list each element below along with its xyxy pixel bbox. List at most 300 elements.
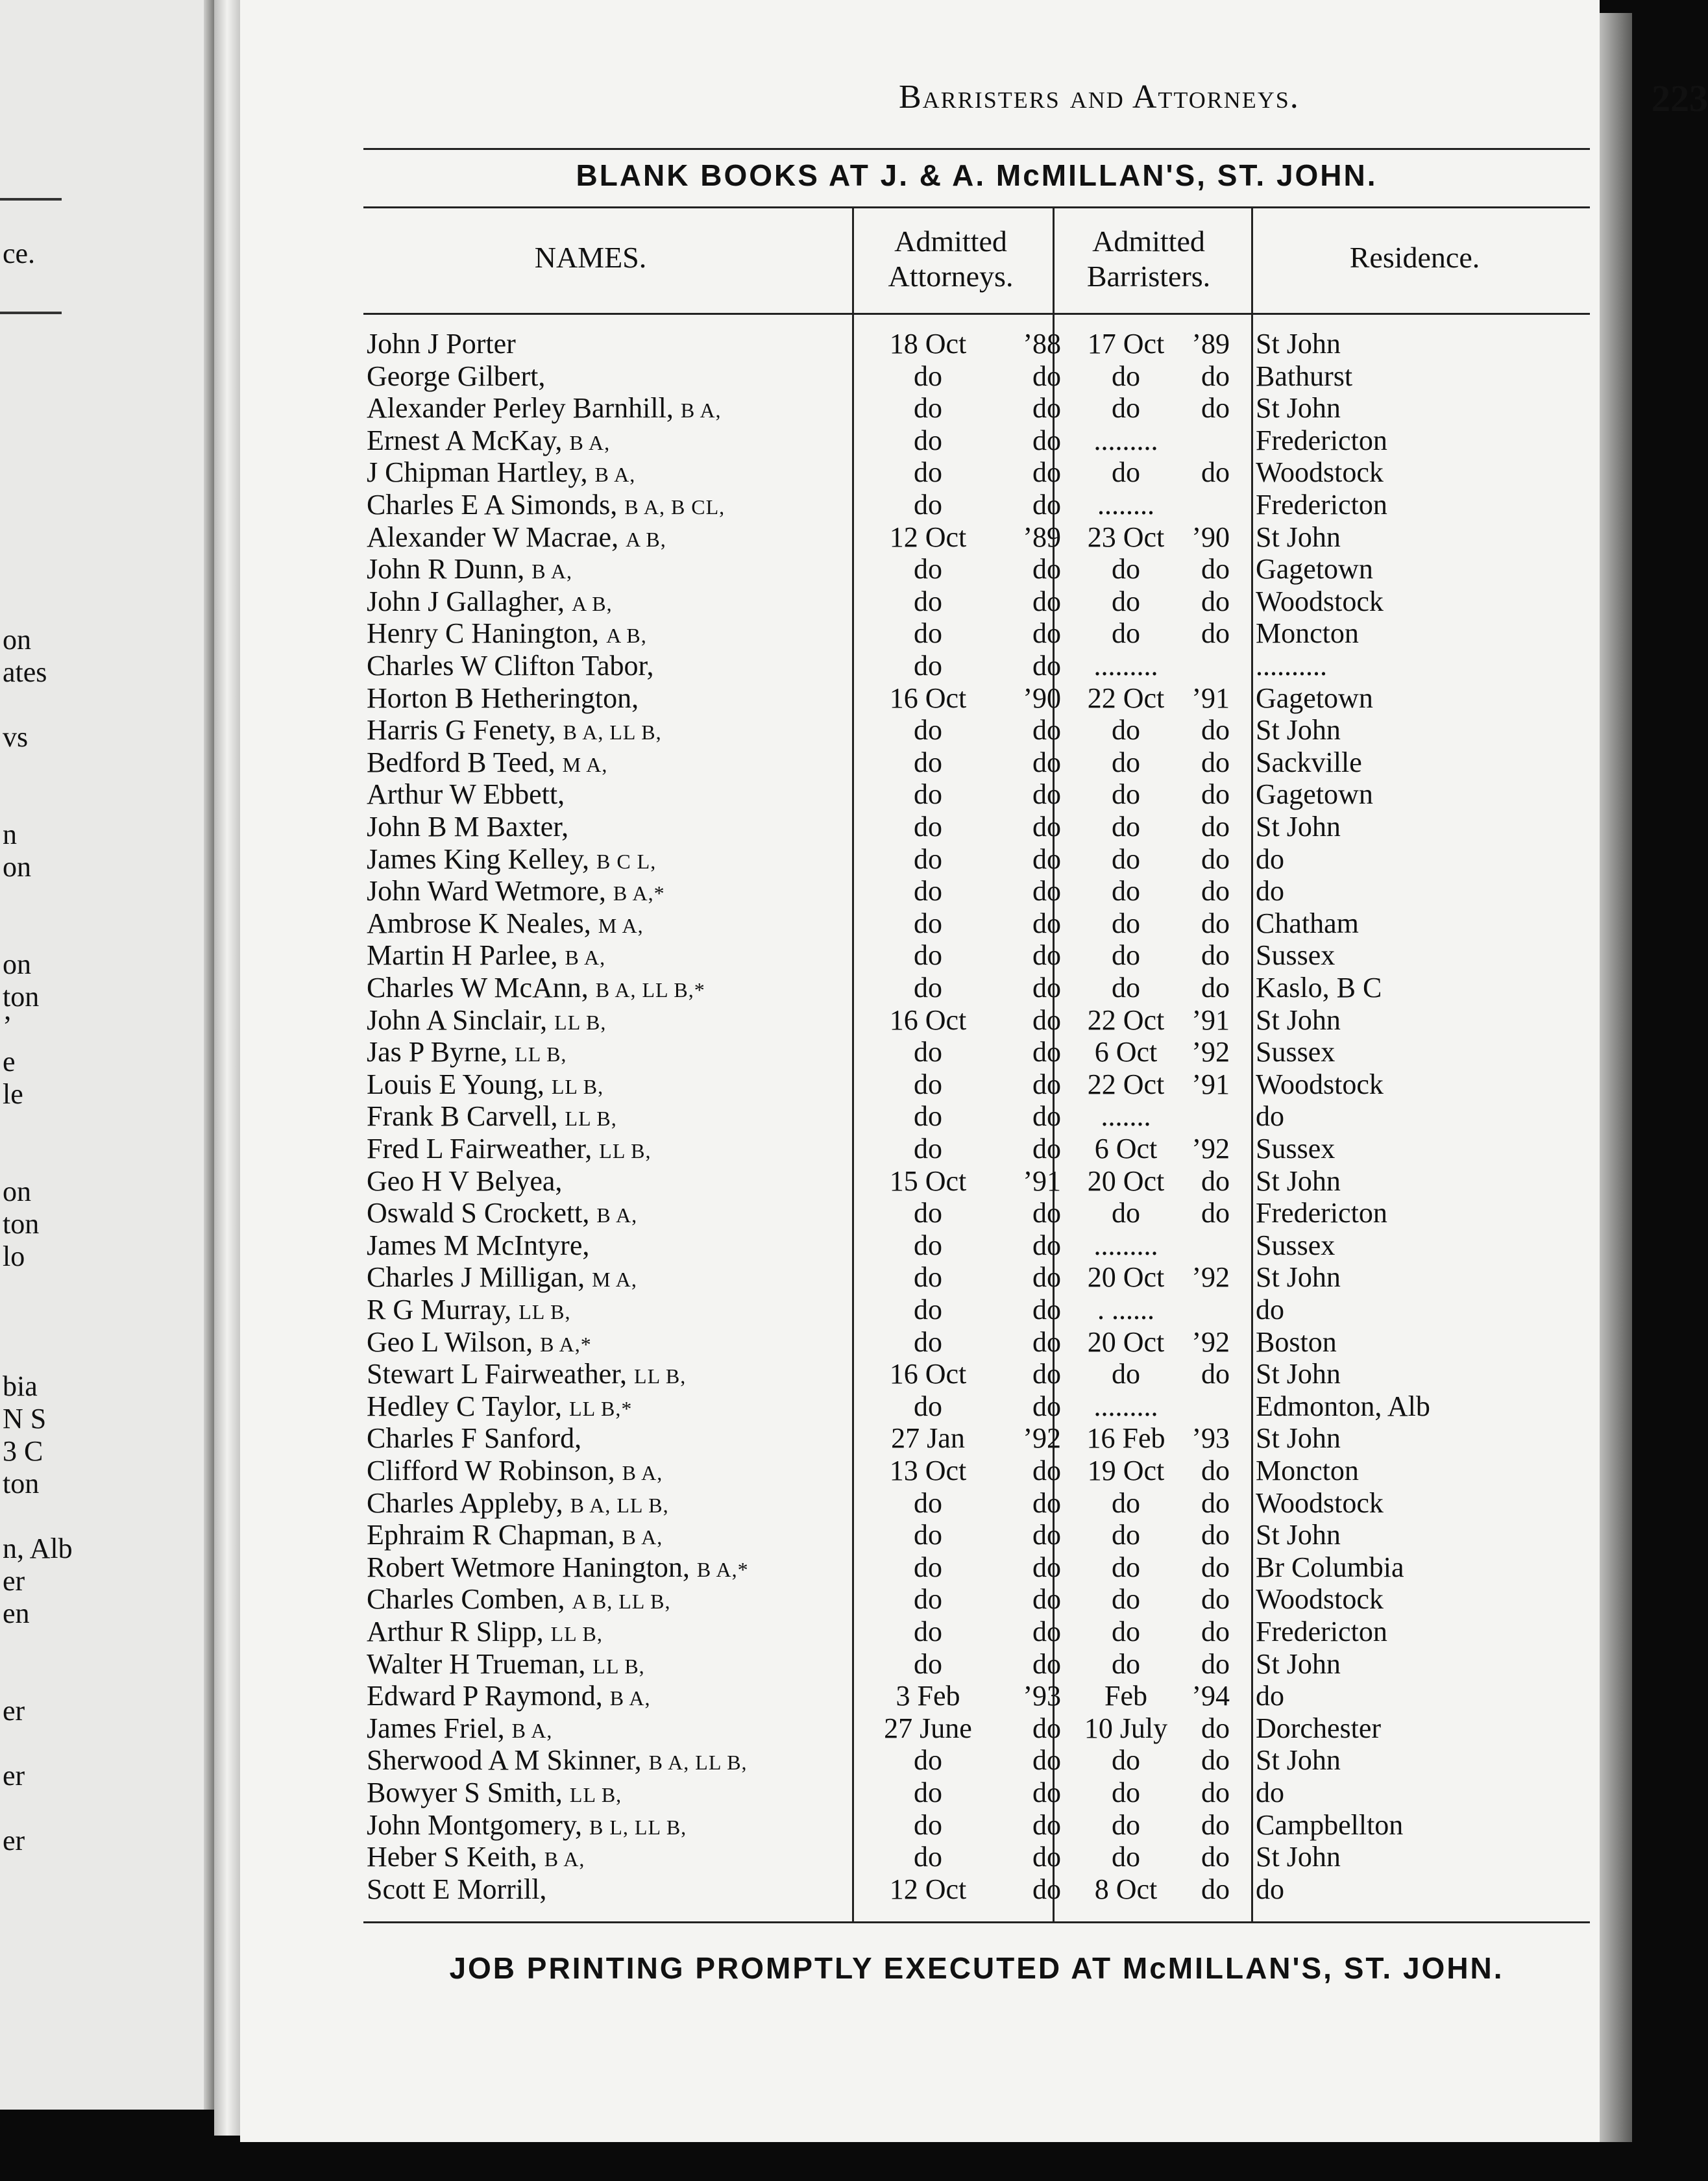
barrister-admission-year: do bbox=[1201, 360, 1230, 392]
barrister-admission-year: do bbox=[1201, 392, 1230, 425]
attorney-admission-year: do bbox=[1032, 650, 1061, 682]
table-row bbox=[367, 811, 1509, 843]
barrister-admission-year: do bbox=[1201, 1358, 1230, 1390]
attorney-admission-date: 15 Oct bbox=[889, 1164, 967, 1197]
attorney-admission-year: do bbox=[1032, 811, 1061, 843]
residence: Sackville bbox=[1256, 746, 1362, 778]
residence: St John bbox=[1256, 521, 1341, 553]
entry-name-cell bbox=[367, 972, 705, 1006]
barrister-admission-date: do bbox=[1112, 1519, 1140, 1551]
facing-page-text: le bbox=[3, 1078, 23, 1110]
degree: LL B, bbox=[550, 1622, 603, 1645]
entry-name-cell bbox=[367, 1358, 686, 1392]
degree: B A, bbox=[544, 1847, 585, 1871]
barrister-admission-year: do bbox=[1201, 1164, 1230, 1197]
residence: Edmonton, Alb bbox=[1256, 1390, 1430, 1422]
table-row bbox=[367, 1551, 1509, 1584]
barrister-admission-year: do bbox=[1201, 1551, 1230, 1583]
entry-name-cell bbox=[367, 1068, 604, 1103]
facing-page-text: on bbox=[3, 851, 31, 883]
table-row bbox=[367, 553, 1509, 585]
barrister-admission-year: do bbox=[1201, 714, 1230, 746]
header-bottom-rule bbox=[363, 313, 1590, 315]
residence: St John bbox=[1256, 1261, 1341, 1294]
degree: LL B, bbox=[634, 1364, 687, 1388]
facing-page-text: 3 C bbox=[3, 1435, 43, 1467]
residence: St John bbox=[1256, 1164, 1341, 1197]
barrister-admission-year: do bbox=[1201, 939, 1230, 972]
entry-name-cell bbox=[367, 1100, 617, 1135]
barrister-admission-year: do bbox=[1201, 1455, 1230, 1486]
barrister-admission-year: do bbox=[1201, 875, 1230, 907]
residence: do bbox=[1256, 843, 1284, 875]
barrister-admission-date: . ...... bbox=[1097, 1294, 1154, 1325]
barrister-admission-date: 20 Oct bbox=[1087, 1325, 1165, 1358]
attorney-admission-year: do bbox=[1032, 456, 1061, 489]
residence: do bbox=[1256, 1873, 1284, 1905]
attorney-admission-date: do bbox=[914, 1294, 942, 1325]
entry-name-cell bbox=[367, 1422, 581, 1457]
degree: A B, bbox=[626, 527, 666, 551]
barrister-admission-date: 6 Oct bbox=[1094, 1036, 1158, 1068]
degree: M A, bbox=[562, 752, 608, 776]
barrister-admission-date: do bbox=[1112, 392, 1140, 425]
barrister-admission-year: do bbox=[1201, 746, 1230, 778]
table-row bbox=[367, 1422, 1509, 1455]
attorney-admission-date: do bbox=[914, 1068, 942, 1100]
barrister-admission-date: do bbox=[1112, 843, 1140, 875]
entry-name: John J Gallagher, bbox=[367, 585, 565, 617]
entry-name: Frank B Carvell, bbox=[367, 1100, 558, 1133]
table-row bbox=[367, 1229, 1509, 1262]
entry-name-cell bbox=[367, 1165, 562, 1200]
residence: Campbellton bbox=[1256, 1808, 1404, 1841]
attorney-admission-year: do bbox=[1032, 1519, 1061, 1551]
facing-page-text: ates bbox=[3, 656, 47, 688]
degree: B A, bbox=[596, 1203, 638, 1227]
attorney-admission-date: 3 Feb bbox=[896, 1680, 960, 1712]
entry-name-cell bbox=[367, 1777, 622, 1811]
degree: B A, LL B, bbox=[563, 721, 662, 745]
table-row bbox=[367, 1133, 1509, 1165]
barrister-admission-date: do bbox=[1112, 714, 1140, 746]
entry-name: Charles E A Simonds, bbox=[367, 489, 618, 521]
barrister-admission-year: do bbox=[1201, 1647, 1230, 1680]
residence: Boston bbox=[1256, 1325, 1337, 1358]
barrister-admission-date: 22 Oct bbox=[1087, 1068, 1165, 1100]
table-row bbox=[367, 1036, 1509, 1068]
attorney-admission-year: ’88 bbox=[1023, 328, 1061, 360]
barrister-admission-date: 22 Oct bbox=[1087, 682, 1165, 714]
table-row bbox=[367, 392, 1509, 425]
attorney-admission-year: do bbox=[1032, 1455, 1061, 1486]
entry-name-cell bbox=[367, 682, 639, 717]
entry-name-cell bbox=[367, 714, 662, 748]
barrister-admission-year: do bbox=[1201, 1486, 1230, 1519]
entry-name: Sherwood A M Skinner, bbox=[367, 1744, 642, 1777]
residence: .......... bbox=[1256, 650, 1327, 682]
entry-name-cell bbox=[367, 1648, 645, 1682]
residence: St John bbox=[1256, 714, 1341, 746]
barrister-admission-year: ’93 bbox=[1191, 1422, 1230, 1455]
entry-name-cell bbox=[367, 746, 607, 781]
table-row bbox=[367, 1809, 1509, 1842]
barrister-admission-date: do bbox=[1112, 1616, 1140, 1647]
barrister-admission-year: ’91 bbox=[1191, 1004, 1230, 1036]
barrister-admission-date: ......... bbox=[1093, 650, 1158, 682]
degree: B L, LL B, bbox=[589, 1815, 687, 1839]
attorney-admission-year: do bbox=[1032, 1873, 1061, 1905]
page-edge-shadow bbox=[1600, 13, 1632, 2142]
residence: Chatham bbox=[1256, 907, 1359, 939]
degree: LL B, bbox=[554, 1010, 607, 1034]
table-row bbox=[367, 360, 1509, 393]
attorney-admission-date: do bbox=[914, 907, 942, 939]
barrister-admission-year: do bbox=[1201, 1583, 1230, 1616]
facing-page-rule bbox=[0, 312, 62, 314]
barrister-admission-year: ’91 bbox=[1191, 682, 1230, 714]
entry-name-cell bbox=[367, 1294, 570, 1328]
barrister-admission-year: do bbox=[1201, 907, 1230, 939]
attorney-admission-year: do bbox=[1032, 1068, 1061, 1100]
degree: B A, LL B, bbox=[648, 1751, 748, 1775]
attorney-admission-date: do bbox=[914, 875, 942, 907]
residence: St John bbox=[1256, 1519, 1341, 1551]
residence: Sussex bbox=[1256, 1229, 1336, 1261]
column-header-barristers bbox=[1051, 224, 1246, 294]
degree: B A, bbox=[594, 463, 636, 487]
attorney-admission-date: do bbox=[914, 553, 942, 585]
attorney-admission-year: do bbox=[1032, 714, 1061, 746]
entry-name-cell bbox=[367, 1455, 663, 1489]
entry-name: Ernest A McKay, bbox=[367, 424, 563, 456]
attorney-admission-year: do bbox=[1032, 1744, 1061, 1777]
facing-page-text: er bbox=[3, 1760, 25, 1792]
table-row bbox=[367, 521, 1509, 554]
degree: B A, bbox=[622, 1461, 663, 1485]
book-spine bbox=[214, 0, 240, 2136]
facing-page-text: ce. bbox=[3, 238, 36, 269]
attorney-admission-date: 12 Oct bbox=[889, 1873, 967, 1905]
column-header-barristers-line2: Barristers. bbox=[1086, 260, 1211, 293]
attorney-admission-date: do bbox=[914, 972, 942, 1004]
entry-name-cell bbox=[367, 907, 644, 942]
attorney-admission-date: do bbox=[914, 456, 942, 489]
facing-page-text: ’ bbox=[3, 1010, 12, 1042]
table-row bbox=[367, 1004, 1509, 1037]
residence: Fredericton bbox=[1256, 1616, 1387, 1647]
attorney-admission-date: do bbox=[914, 1261, 942, 1294]
table-row bbox=[367, 328, 1509, 360]
table-row bbox=[367, 972, 1509, 1004]
degree: B A,* bbox=[613, 881, 665, 906]
table-row bbox=[367, 1261, 1509, 1294]
entry-name-cell bbox=[367, 1133, 652, 1167]
attorney-admission-year: do bbox=[1032, 939, 1061, 972]
barrister-admission-date: ......... bbox=[1093, 424, 1158, 456]
residence: do bbox=[1256, 875, 1284, 907]
barrister-admission-date: do bbox=[1112, 1808, 1140, 1841]
attorney-admission-date: do bbox=[914, 1100, 942, 1133]
barrister-admission-date: do bbox=[1112, 1841, 1140, 1873]
attorney-admission-date: do bbox=[914, 1229, 942, 1261]
table-row bbox=[367, 1712, 1509, 1745]
degree: B A,* bbox=[540, 1332, 592, 1356]
table-row bbox=[367, 746, 1509, 779]
degree: B A,* bbox=[696, 1557, 749, 1581]
table-row bbox=[367, 617, 1509, 650]
residence: Woodstock bbox=[1256, 1068, 1384, 1100]
attorney-admission-year: do bbox=[1032, 907, 1061, 939]
table-row bbox=[367, 489, 1509, 521]
residence: Fredericton bbox=[1256, 489, 1387, 521]
table-row bbox=[367, 843, 1509, 876]
barrister-admission-date: do bbox=[1112, 1744, 1140, 1777]
attorney-admission-year: do bbox=[1032, 972, 1061, 1004]
residence: Fredericton bbox=[1256, 1197, 1387, 1229]
entry-name: R G Murray, bbox=[367, 1294, 512, 1325]
entry-name: Jas P Byrne, bbox=[367, 1036, 508, 1068]
table-row bbox=[367, 939, 1509, 972]
attorney-admission-date: do bbox=[914, 843, 942, 875]
entry-name: John Montgomery, bbox=[367, 1808, 583, 1841]
entry-name: Arthur R Slipp, bbox=[367, 1616, 544, 1647]
entry-name-cell bbox=[367, 1873, 546, 1908]
entry-name-cell bbox=[367, 617, 647, 652]
attorney-admission-date: do bbox=[914, 1841, 942, 1873]
barrister-admission-year: do bbox=[1201, 1808, 1230, 1841]
attorney-admission-year: ’93 bbox=[1023, 1680, 1061, 1712]
residence: Dorchester bbox=[1256, 1712, 1382, 1744]
entry-name: Henry C Hanington, bbox=[367, 617, 600, 650]
entry-name-cell bbox=[367, 553, 572, 587]
facing-page-text: e bbox=[3, 1046, 16, 1078]
table-row bbox=[367, 1100, 1509, 1133]
attorney-admission-date: do bbox=[914, 811, 942, 843]
entry-name-cell bbox=[367, 1390, 632, 1425]
degree: B A, LL B,* bbox=[595, 978, 705, 1002]
entry-name: James Friel, bbox=[367, 1712, 505, 1744]
attorney-admission-date: do bbox=[914, 1551, 942, 1583]
entry-name-cell bbox=[367, 811, 568, 845]
entry-name-cell bbox=[367, 489, 725, 523]
entry-name: George Gilbert, bbox=[367, 360, 546, 392]
table-row bbox=[367, 650, 1509, 682]
entry-name: Ambrose K Neales, bbox=[367, 907, 591, 939]
residence: Bathurst bbox=[1256, 360, 1353, 392]
table-row bbox=[367, 1648, 1509, 1681]
attorney-admission-date: do bbox=[914, 1647, 942, 1680]
attorney-admission-date: do bbox=[914, 1744, 942, 1777]
entry-name-cell bbox=[367, 1261, 637, 1296]
attorney-admission-year: do bbox=[1032, 1133, 1061, 1164]
table-row bbox=[367, 1294, 1509, 1326]
attorney-admission-year: do bbox=[1032, 1100, 1061, 1133]
entry-name-cell bbox=[367, 939, 605, 974]
entry-name: Charles J Milligan, bbox=[367, 1261, 585, 1294]
residence: St John bbox=[1256, 392, 1341, 425]
table-row bbox=[367, 1068, 1509, 1101]
running-head: Barristers and Attorneys. bbox=[899, 79, 1300, 116]
table-row bbox=[367, 1358, 1509, 1390]
entry-name: Charles Appleby, bbox=[367, 1486, 563, 1519]
entry-name: Horton B Hetherington, bbox=[367, 682, 639, 714]
barrister-admission-date: do bbox=[1112, 1583, 1140, 1616]
attorney-admission-year: do bbox=[1032, 843, 1061, 875]
barrister-admission-date: 6 Oct bbox=[1094, 1133, 1158, 1164]
column-header-names: NAMES. bbox=[534, 241, 647, 274]
attorney-admission-year: do bbox=[1032, 585, 1061, 617]
attorney-admission-year: do bbox=[1032, 1261, 1061, 1294]
attorney-admission-date: do bbox=[914, 585, 942, 617]
attorney-admission-date: do bbox=[914, 360, 942, 392]
entry-name-cell bbox=[367, 360, 545, 395]
table-row bbox=[367, 1519, 1509, 1551]
table-row bbox=[367, 714, 1509, 746]
entry-name-cell bbox=[367, 1197, 637, 1231]
facing-page-text: ton bbox=[3, 1208, 40, 1240]
residence: Gagetown bbox=[1256, 682, 1373, 714]
barrister-admission-year: ’89 bbox=[1191, 328, 1230, 360]
degree: B A, LL B, bbox=[570, 1493, 669, 1517]
barrister-admission-date: 20 Oct bbox=[1087, 1261, 1165, 1294]
entry-name-cell bbox=[367, 1551, 749, 1586]
residence: St John bbox=[1256, 811, 1341, 843]
table-row bbox=[367, 456, 1509, 489]
attorney-admission-date: do bbox=[914, 778, 942, 811]
degree: B A, bbox=[565, 946, 606, 970]
entry-name: John J Porter bbox=[367, 328, 516, 360]
degree: A B, bbox=[606, 624, 647, 648]
table-row bbox=[367, 907, 1509, 940]
table-row bbox=[367, 1390, 1509, 1423]
attorney-admission-year: ’89 bbox=[1023, 521, 1061, 553]
degree: A B, bbox=[571, 591, 613, 615]
attorney-admission-date: do bbox=[914, 1197, 942, 1229]
residence: St John bbox=[1256, 1744, 1341, 1777]
attorney-admission-year: do bbox=[1032, 1358, 1061, 1390]
attorney-admission-year: ’91 bbox=[1023, 1164, 1061, 1197]
barrister-admission-date: do bbox=[1112, 939, 1140, 972]
barrister-admission-year: do bbox=[1201, 1873, 1230, 1905]
attorney-admission-year: do bbox=[1032, 1616, 1061, 1647]
barrister-admission-year: ’92 bbox=[1191, 1036, 1230, 1068]
barrister-admission-date: do bbox=[1112, 972, 1140, 1004]
barrister-admission-year: do bbox=[1201, 1616, 1230, 1647]
attorney-admission-date: do bbox=[914, 617, 942, 650]
degree: LL B, bbox=[569, 1783, 622, 1806]
degree: LL B,* bbox=[569, 1396, 633, 1420]
barrister-admission-date: do bbox=[1112, 360, 1140, 392]
table-row bbox=[367, 1744, 1509, 1777]
attorney-admission-year: do bbox=[1032, 1486, 1061, 1519]
attorney-admission-year: do bbox=[1032, 1647, 1061, 1680]
entry-name: Geo H V Belyea, bbox=[367, 1164, 563, 1197]
entry-name: John A Sinclair, bbox=[367, 1004, 548, 1036]
barrister-admission-date: do bbox=[1112, 585, 1140, 617]
barrister-admission-date: do bbox=[1112, 1486, 1140, 1519]
facing-page-fragment bbox=[0, 0, 214, 2110]
barrister-admission-date: do bbox=[1112, 553, 1140, 585]
barrister-admission-date: 22 Oct bbox=[1087, 1004, 1165, 1036]
entry-name: Ephraim R Chapman, bbox=[367, 1519, 615, 1551]
attorney-admission-date: do bbox=[914, 1325, 942, 1358]
table-row bbox=[367, 875, 1509, 907]
attorney-admission-date: do bbox=[914, 1036, 942, 1068]
entry-name: Clifford W Robinson, bbox=[367, 1455, 615, 1486]
attorney-admission-year: do bbox=[1032, 424, 1061, 456]
attorney-admission-year: ’90 bbox=[1023, 682, 1061, 714]
barrister-admission-date: ....... bbox=[1101, 1100, 1151, 1133]
attorney-admission-date: do bbox=[914, 939, 942, 972]
entry-name: Louis E Young, bbox=[367, 1068, 544, 1100]
attorney-admission-year: do bbox=[1032, 1583, 1061, 1616]
attorney-admission-year: do bbox=[1032, 778, 1061, 811]
attorney-admission-date: do bbox=[914, 1808, 942, 1841]
barrister-admission-year: do bbox=[1201, 972, 1230, 1004]
entry-name-cell bbox=[367, 328, 516, 362]
bottom-advertisement: JOB PRINTING PROMPTLY EXECUTED AT McMILLAN'S, ST. JOHN. bbox=[449, 1951, 1504, 1985]
barrister-admission-year: do bbox=[1201, 617, 1230, 650]
barrister-admission-date: Feb bbox=[1104, 1680, 1147, 1712]
barrister-admission-date: ......... bbox=[1093, 1390, 1158, 1422]
barrister-admission-year: do bbox=[1201, 585, 1230, 617]
residence: Gagetown bbox=[1256, 553, 1373, 585]
entry-name-cell bbox=[367, 843, 656, 878]
attorney-admission-year: do bbox=[1032, 1229, 1061, 1261]
attorney-admission-year: do bbox=[1032, 1294, 1061, 1325]
entry-name-cell bbox=[367, 1229, 589, 1264]
residence: St John bbox=[1256, 1647, 1341, 1680]
attorney-admission-year: do bbox=[1032, 617, 1061, 650]
attorney-admission-year: do bbox=[1032, 489, 1061, 521]
barrister-admission-date: 17 Oct bbox=[1087, 328, 1165, 360]
attorney-admission-date: do bbox=[914, 1486, 942, 1519]
barrister-admission-date: do bbox=[1112, 1647, 1140, 1680]
entry-name-cell bbox=[367, 1680, 650, 1714]
barrister-admission-year: ’90 bbox=[1191, 521, 1230, 553]
entry-name: Arthur W Ebbett, bbox=[367, 778, 565, 811]
facing-page-text: vs bbox=[3, 721, 29, 753]
barrister-admission-date: do bbox=[1112, 1197, 1140, 1229]
attorney-admission-date: 27 Jan bbox=[891, 1422, 965, 1455]
attorney-admission-date: 16 Oct bbox=[889, 1004, 967, 1036]
attorney-admission-date: do bbox=[914, 714, 942, 746]
table-row bbox=[367, 585, 1509, 618]
entry-name: J Chipman Hartley, bbox=[367, 456, 588, 489]
table-row bbox=[367, 1326, 1509, 1359]
degree: B A, bbox=[680, 399, 722, 423]
residence: do bbox=[1256, 1777, 1284, 1808]
degree: LL B, bbox=[515, 1042, 567, 1066]
facing-page-text: N S bbox=[3, 1403, 47, 1435]
barrister-admission-year: do bbox=[1201, 1841, 1230, 1873]
residence: Sussex bbox=[1256, 1036, 1336, 1068]
barrister-admission-year: do bbox=[1201, 1197, 1230, 1229]
attorney-admission-year: ’92 bbox=[1023, 1422, 1061, 1455]
barrister-admission-year: do bbox=[1201, 456, 1230, 489]
attorney-admission-date: 18 Oct bbox=[889, 328, 967, 360]
facing-page-text: bia bbox=[3, 1370, 38, 1402]
facing-page-text: on bbox=[3, 948, 31, 980]
attorney-admission-year: do bbox=[1032, 1551, 1061, 1583]
barrister-admission-date: 23 Oct bbox=[1087, 521, 1165, 553]
attorney-admission-year: do bbox=[1032, 1036, 1061, 1068]
entry-name: Charles Comben, bbox=[367, 1583, 565, 1616]
facing-page-text: en bbox=[3, 1597, 30, 1629]
residence: St John bbox=[1256, 328, 1341, 360]
barrister-admission-date: do bbox=[1112, 907, 1140, 939]
